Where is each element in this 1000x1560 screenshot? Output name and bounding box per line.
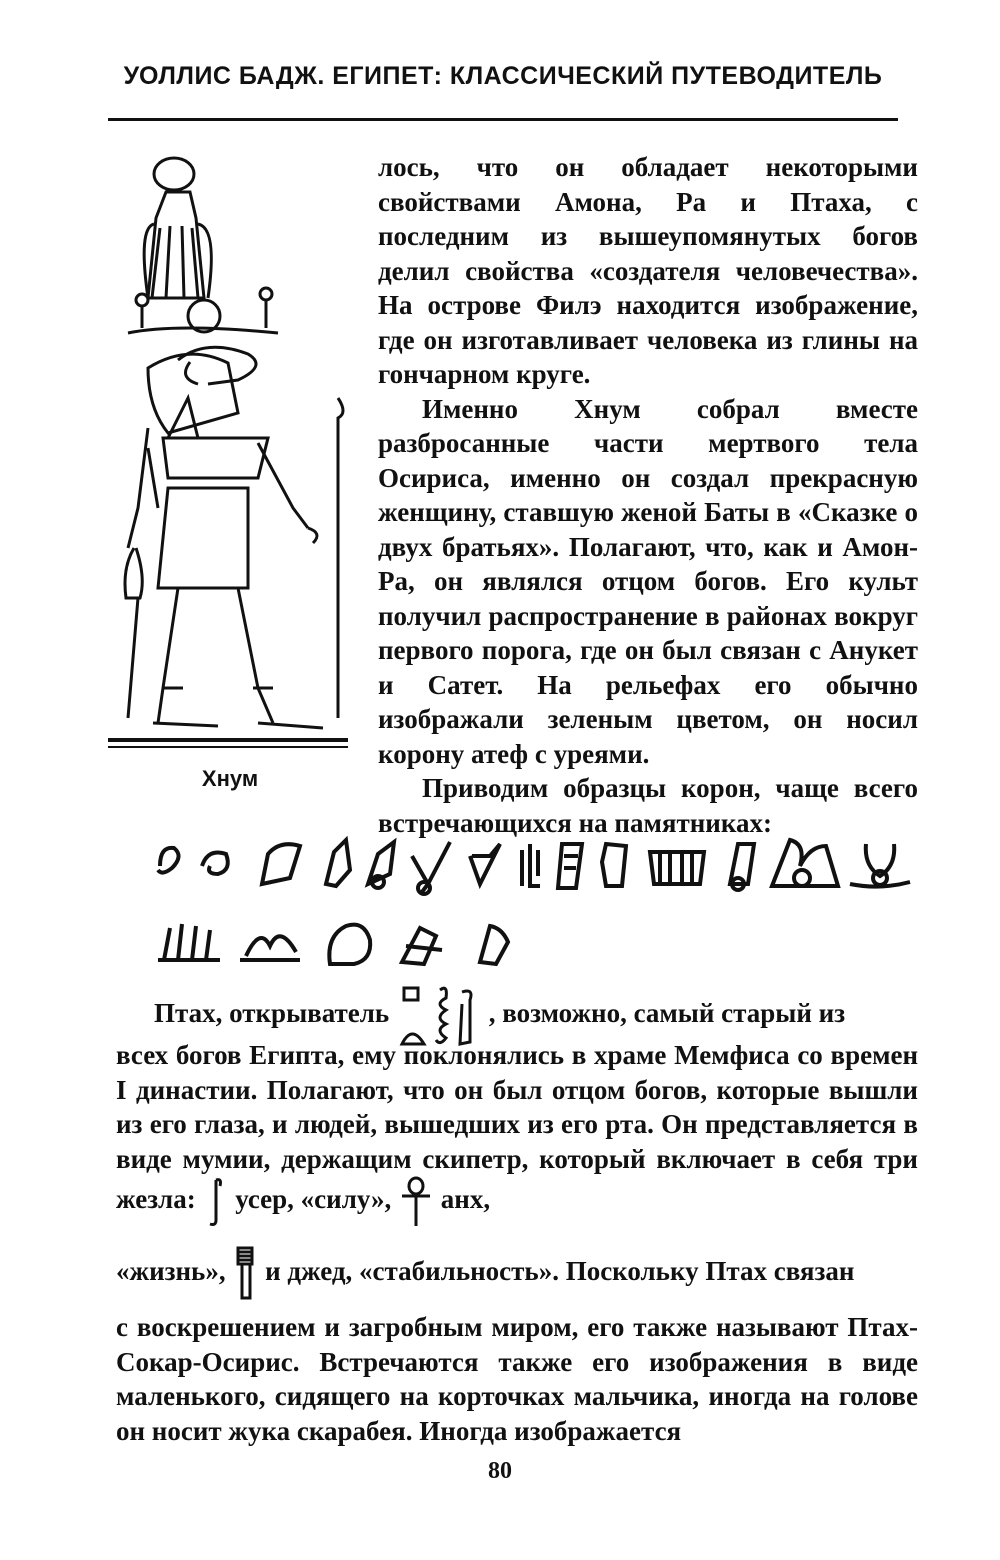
crown-glyph <box>602 844 626 886</box>
page-number: 80 <box>488 1458 512 1484</box>
crown-glyph <box>850 844 910 887</box>
ptah-line1-start: Птах, открыватель <box>154 998 390 1029</box>
crown-glyph <box>326 840 350 886</box>
crown-glyph <box>794 870 810 886</box>
ankh-hieroglyph <box>398 1176 434 1228</box>
paragraph-2: Именно Хнум собрал вместе разбросанные части мертвого тела Осириса, именно он создал прекрасную женщину, ставшую женой Баты в «Сказке о двух братьях». Полагают, что, как и Амон-Ра, он являлся отцом богов. Его культ получил распространение в районах вокруг первого порога, где он был связан с Анукет и Сатет. На рельефах его обычно изображали зеленым цветом, он носил корону атеф с уреями. <box>378 393 918 769</box>
crown-glyph <box>522 844 540 886</box>
crown-glyph <box>650 852 704 884</box>
header-rule <box>108 118 898 121</box>
paragraph-3: Приводим образцы корон, чаще всего встречающихся на памятниках: <box>378 773 918 838</box>
crown-glyph <box>202 853 228 875</box>
running-header: УОЛЛИС БАДЖ. ЕГИПЕТ: КЛАССИЧЕСКИЙ ПУТЕВОДИТЕЛЬ <box>123 62 883 90</box>
djed-label: и джед, «стабильность». Поскольку Птах связан <box>265 1256 855 1287</box>
crown-glyph <box>470 844 500 884</box>
crown-glyph <box>372 876 384 888</box>
crowns-row-2 <box>150 906 550 986</box>
crown-glyph <box>158 924 220 960</box>
crown-glyph <box>158 848 179 873</box>
ptah-line1-end: , возможно, самый старый из <box>488 998 846 1029</box>
crown-glyph <box>329 925 370 964</box>
crown-glyph <box>558 844 582 888</box>
ptah-paragraph-djed-line <box>116 1244 918 1304</box>
ptah-paragraph-end <box>116 1310 918 1448</box>
ptah-body-1: всех богов Египта, ему поклонялись в храме Мемфиса со времен I династии. Полагают, что он был отцом богов, которые вышли из его глаза, и людей, вышедших из его рта. Он представляется в виде мумии, держащим скипетр, который включает в себя три жезла: <box>116 1040 918 1215</box>
crown-glyph <box>480 926 508 964</box>
crown-glyph <box>262 844 300 884</box>
khnum-figure-illustration <box>108 148 348 758</box>
crown-glyph <box>240 936 300 960</box>
ptah-paragraph-body <box>116 1038 918 1228</box>
crown-glyph <box>772 840 838 886</box>
paragraph-1: лось, что он обладает некоторыми свойствами Амона, Ра и Птаха, с последним из вышеупомянутых богов делил свойства «создателя человечества». На острове Филэ находится изображение, где он изготавливает человека из глины на гончарном круге. <box>378 152 918 389</box>
ptah-body-2: с воскрешением и загробным миром, его также называют Птах-Сокар-Осирис. Встречаются также его изображения в виде маленького, сидящего на корточках мальчика, иногда на голове он носит жука скарабея. Иногда изображается <box>116 1312 918 1446</box>
crown-glyph <box>402 928 442 964</box>
usr-sceptre-hieroglyph <box>202 1176 228 1228</box>
djed-hieroglyph <box>232 1244 258 1304</box>
right-column-text <box>378 150 918 840</box>
ankh-label: анх, <box>440 1184 491 1215</box>
crowns-row-1 <box>150 826 920 906</box>
figure-caption: Хнум <box>201 766 259 791</box>
usr-label: усер, «силу», <box>235 1184 392 1215</box>
zhizn-label: «жизнь», <box>116 1256 226 1287</box>
